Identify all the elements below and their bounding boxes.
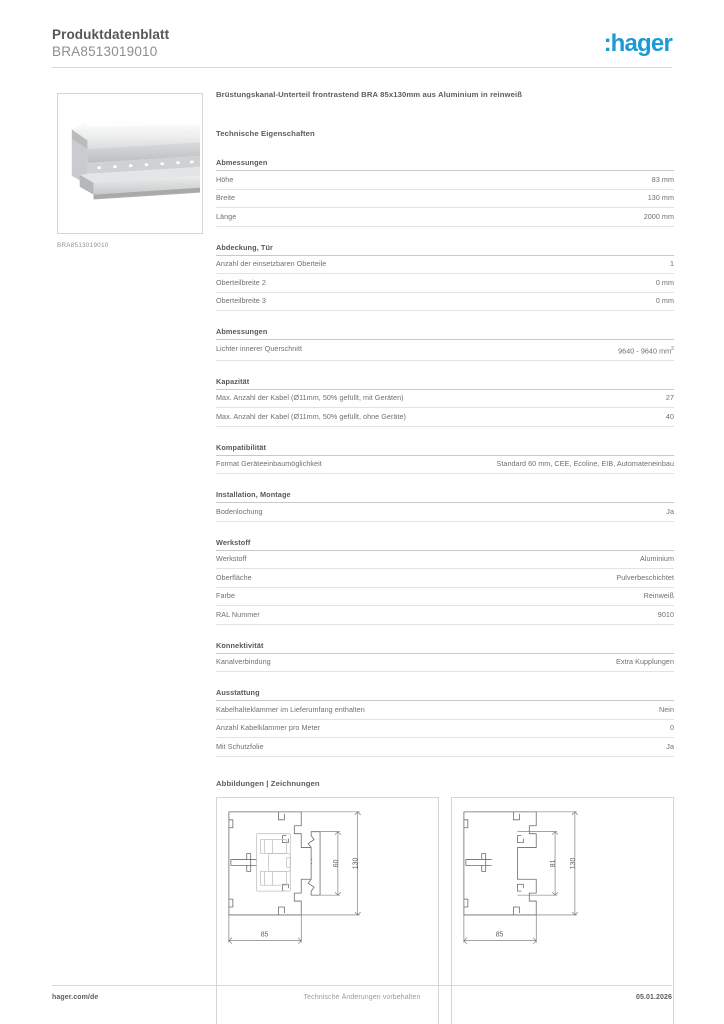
spec-row-label: Werkstoff — [216, 554, 247, 564]
main-column — [216, 90, 674, 1024]
spec-row — [216, 293, 674, 312]
spec-row — [216, 171, 674, 190]
spec-section — [216, 377, 674, 427]
dim-inner-right: 81 — [550, 859, 558, 868]
spec-row-value-superscript: 2 — [671, 345, 674, 352]
spec-section-title: Kompatibilität — [216, 443, 674, 456]
drawing-left-svg — [217, 798, 438, 1024]
spec-row — [216, 408, 674, 427]
spec-row-label: Max. Anzahl der Kabel (Ø11mm, 50% gefüllt, ohne Geräte) — [216, 411, 406, 421]
spec-row-value: 2000 mm — [643, 211, 674, 221]
product-image-frame — [57, 93, 203, 234]
title-block — [52, 26, 169, 60]
spec-row-label: Oberfläche — [216, 572, 252, 582]
spec-row-value: 9010 — [657, 609, 674, 619]
logo-text: hager — [610, 30, 672, 57]
dim-width-left: 85 — [260, 931, 269, 939]
spec-row — [216, 190, 674, 209]
spec-section — [216, 688, 674, 757]
logo-colon: : — [603, 30, 611, 57]
spec-row-label: Oberteilbreite 2 — [216, 277, 266, 287]
spec-row-label: Kabelhalteklammer im Lieferumfang enthalten — [216, 704, 365, 714]
spec-row — [216, 274, 674, 293]
spec-section-title: Abdeckung, Tür — [216, 243, 674, 256]
spec-section-title: Werkstoff — [216, 538, 674, 551]
spec-row-label: Mit Schutzfolie — [216, 741, 264, 751]
spec-row-value: 1 — [669, 259, 674, 268]
page-title: Produktdatenblatt — [52, 27, 170, 42]
drawings-heading: Abbildungen | Zeichnungen — [216, 778, 320, 788]
spec-row — [216, 456, 674, 475]
spec-row-value: Extra Kupplungen — [616, 657, 674, 667]
product-image-caption: BRA8513019010 — [57, 242, 109, 249]
spec-section — [216, 327, 674, 361]
spec-section — [216, 443, 674, 475]
spec-row-label: Farbe — [216, 591, 236, 601]
spec-row-value: Reinweiß — [643, 591, 674, 601]
spec-row — [216, 390, 674, 409]
spec-row-label: Anzahl Kabelklammer pro Meter — [216, 723, 321, 733]
spec-row-label: Bodenlochung — [216, 506, 263, 516]
dim-outer-left: 130 — [352, 857, 360, 870]
spec-section — [216, 641, 674, 673]
spec-row-value: Ja — [666, 741, 674, 751]
spec-row — [216, 256, 674, 275]
page-header — [52, 26, 672, 70]
spec-section — [216, 243, 674, 312]
spec-row-value: 0 — [669, 723, 674, 733]
spec-section — [216, 490, 674, 522]
footer-date: 05.01.2026 — [635, 994, 672, 1001]
spec-row — [216, 551, 674, 570]
dim-inner-left: 60 — [332, 859, 340, 868]
spec-row-label: Oberteilbreite 3 — [216, 296, 266, 305]
spec-row — [216, 606, 674, 625]
technical-properties-heading: Technische Eigenschaften — [216, 129, 315, 138]
spec-row-value: Ja — [666, 506, 674, 516]
spec-row-value: Standard 60 mm, CEE, Ecoline, EIB, Automateneinbau — [496, 459, 674, 469]
hager-logo — [604, 31, 672, 57]
spec-row-label: Lichter innerer Querschnitt — [216, 343, 303, 353]
spec-section-title: Abmessungen — [216, 158, 674, 171]
spec-section-title: Kapazität — [216, 377, 674, 390]
drawing-right — [451, 797, 674, 1024]
spec-row-value: 0 mm — [655, 277, 674, 287]
spec-row-label: Höhe — [216, 174, 234, 184]
spec-row-value: Pulverbeschichtet — [616, 572, 674, 582]
spec-row-value: 0 mm — [655, 296, 674, 305]
footer-divider — [52, 985, 672, 986]
spec-row-label: Anzahl der einsetzbaren Oberteile — [216, 259, 327, 268]
spec-row — [216, 701, 674, 720]
spec-section-title: Ausstattung — [216, 688, 674, 701]
spec-row-value: 40 — [665, 411, 674, 421]
drawing-left — [216, 797, 439, 1024]
spec-section-title: Installation, Montage — [216, 490, 674, 503]
product-reference: BRA8513019010 — [52, 44, 158, 59]
dim-outer-right: 130 — [569, 857, 577, 870]
product-figure — [57, 93, 203, 249]
product-photo — [58, 94, 202, 233]
spec-row-value: Aluminium — [639, 554, 674, 564]
spec-section — [216, 538, 674, 625]
product-description: Brüstungskanal-Unterteil frontrastend BRA 85x130mm aus Aluminium in reinweiß — [216, 90, 523, 99]
spec-row-label: RAL Nummer — [216, 609, 260, 619]
spec-row — [216, 503, 674, 522]
spec-row — [216, 738, 674, 757]
spec-row-label: Kanalverbindung — [216, 657, 271, 667]
spec-row-label: Max. Anzahl der Kabel (Ø11mm, 50% gefüllt, mit Geräten) — [216, 393, 404, 403]
spec-section — [216, 158, 674, 227]
spec-row-value — [618, 344, 674, 357]
spec-row-label: Breite — [216, 193, 236, 202]
page-footer — [52, 994, 672, 1001]
drawings-row — [216, 797, 674, 1024]
spec-row-label: Format Geräteeinbaumöglichkeit — [216, 459, 322, 469]
spec-row-value: 27 — [665, 393, 674, 403]
spec-row — [216, 340, 674, 361]
dim-width-right: 85 — [495, 931, 504, 939]
spec-row — [216, 588, 674, 607]
spec-row-value: 83 mm — [651, 174, 674, 184]
spec-row — [216, 720, 674, 739]
spec-row-value-text: 9640 - 9640 mm — [618, 345, 672, 355]
spec-row-label: Länge — [216, 211, 237, 221]
footer-website[interactable]: hager.com/de — [52, 994, 99, 1001]
spec-row — [216, 569, 674, 588]
spec-sections — [216, 158, 674, 757]
spec-row-value: 130 mm — [647, 193, 674, 202]
spec-section-title: Abmessungen — [216, 327, 674, 340]
footer-disclaimer: Technische Änderungen vorbehalten — [303, 994, 421, 1001]
spec-row — [216, 654, 674, 673]
header-divider — [52, 67, 672, 68]
drawing-right-svg — [452, 798, 673, 1024]
spec-row — [216, 208, 674, 227]
spec-section-title: Konnektivität — [216, 641, 674, 654]
spec-row-value: Nein — [659, 704, 674, 714]
